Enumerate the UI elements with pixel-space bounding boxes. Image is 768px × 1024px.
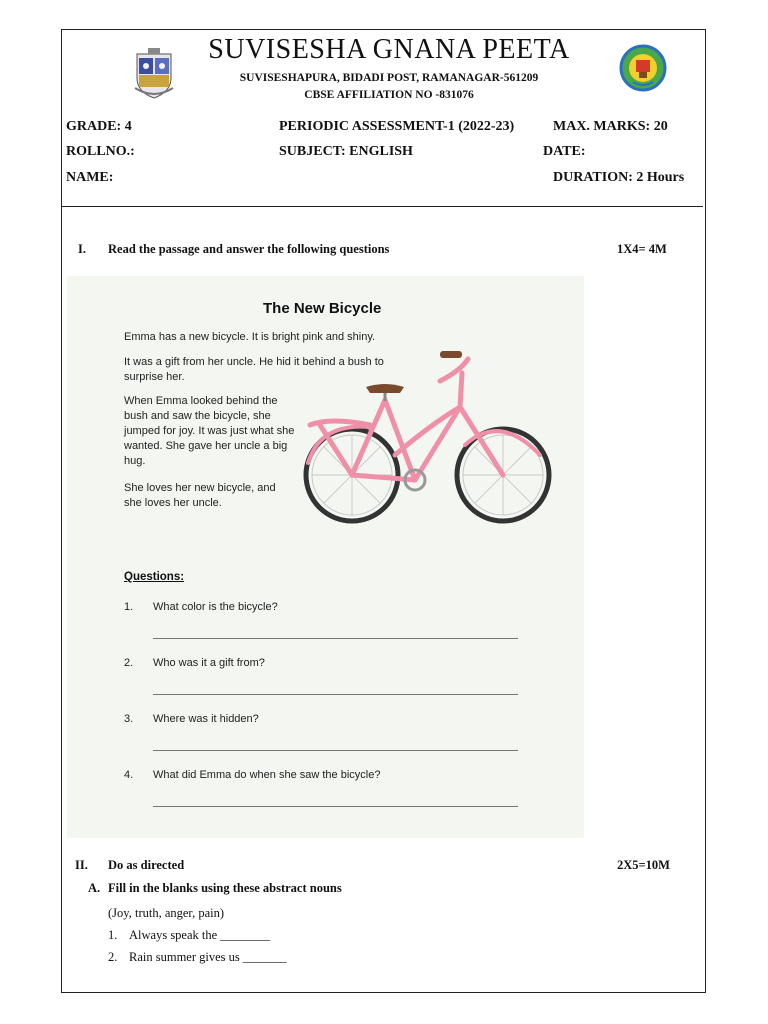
question-3-answer-line[interactable] — [153, 750, 518, 751]
questions-heading: Questions: — [124, 571, 185, 583]
question-4-text: What did Emma do when she saw the bicycle? — [153, 769, 381, 781]
question-3-number: 3. — [124, 713, 134, 725]
school-name: SUVISESHA GNANA PEETA — [208, 34, 570, 65]
question-1-text: What color is the bicycle? — [153, 601, 278, 613]
subject-label: SUBJECT: ENGLISH — [279, 144, 413, 159]
blank-2-text: Rain summer gives us _______ — [129, 950, 287, 964]
section1-numeral: I. — [78, 242, 86, 256]
blank-1-text: Always speak the ________ — [129, 928, 271, 942]
passage-paragraph-3: When Emma looked behind the bush and saw the bicycle, she jumped for joy. It was just what she wanted. She gave her uncle a big hug. — [124, 395, 295, 467]
cbse-affiliation: CBSE AFFILIATION NO -831076 — [304, 89, 474, 101]
max-marks-label: MAX. MARKS: 20 — [553, 119, 668, 134]
school-address: SUVISESHAPURA, BIDADI POST, RAMANAGAR-561209 — [239, 72, 539, 84]
section1-marks: 1X4= 4M — [617, 242, 667, 256]
assessment-label: PERIODIC ASSESSMENT-1 (2022-23) — [279, 119, 515, 134]
question-4-number: 4. — [124, 769, 134, 781]
rollno-label: ROLLNO.: — [66, 144, 135, 159]
pink-bicycle-illustration — [300, 345, 555, 527]
grade-label: GRADE: 4 — [66, 119, 132, 134]
subsection-a-instruction: Fill in the blanks using these abstract nouns — [108, 881, 342, 895]
section2-numeral: II. — [75, 858, 88, 872]
section1-instruction: Read the passage and answer the following questions — [108, 242, 390, 256]
question-2-text: Who was it a gift from? — [153, 657, 265, 669]
name-label: NAME: — [66, 170, 114, 185]
section2-instruction: Do as directed — [108, 858, 185, 872]
date-label: DATE: — [543, 144, 586, 159]
blank-1-number: 1. — [108, 928, 118, 942]
passage-paragraph-2: It was a gift from her uncle. He hid it behind a bush to surprise her. — [124, 356, 384, 383]
passage-title: The New Bicycle — [263, 300, 382, 317]
duration-label: DURATION: 2 Hours — [553, 170, 685, 185]
passage-paragraph-1: Emma has a new bicycle. It is bright pink and shiny. — [124, 331, 376, 343]
question-4-answer-line[interactable] — [153, 806, 518, 807]
question-1-number: 1. — [124, 601, 134, 613]
question-1-answer-line[interactable] — [153, 638, 518, 639]
passage-paragraph-4: She loves her new bicycle, and she loves her uncle. — [124, 482, 276, 509]
subsection-a-label: A. — [88, 881, 101, 895]
school-emblem-logo — [619, 44, 667, 92]
question-2-answer-line[interactable] — [153, 694, 518, 695]
abstract-noun-options: (Joy, truth, anger, pain) — [108, 906, 225, 920]
header-divider — [62, 206, 703, 207]
section2-marks: 2X5=10M — [617, 858, 670, 872]
blank-2-number: 2. — [108, 950, 118, 964]
question-2-number: 2. — [124, 657, 134, 669]
question-3-text: Where was it hidden? — [153, 713, 259, 725]
